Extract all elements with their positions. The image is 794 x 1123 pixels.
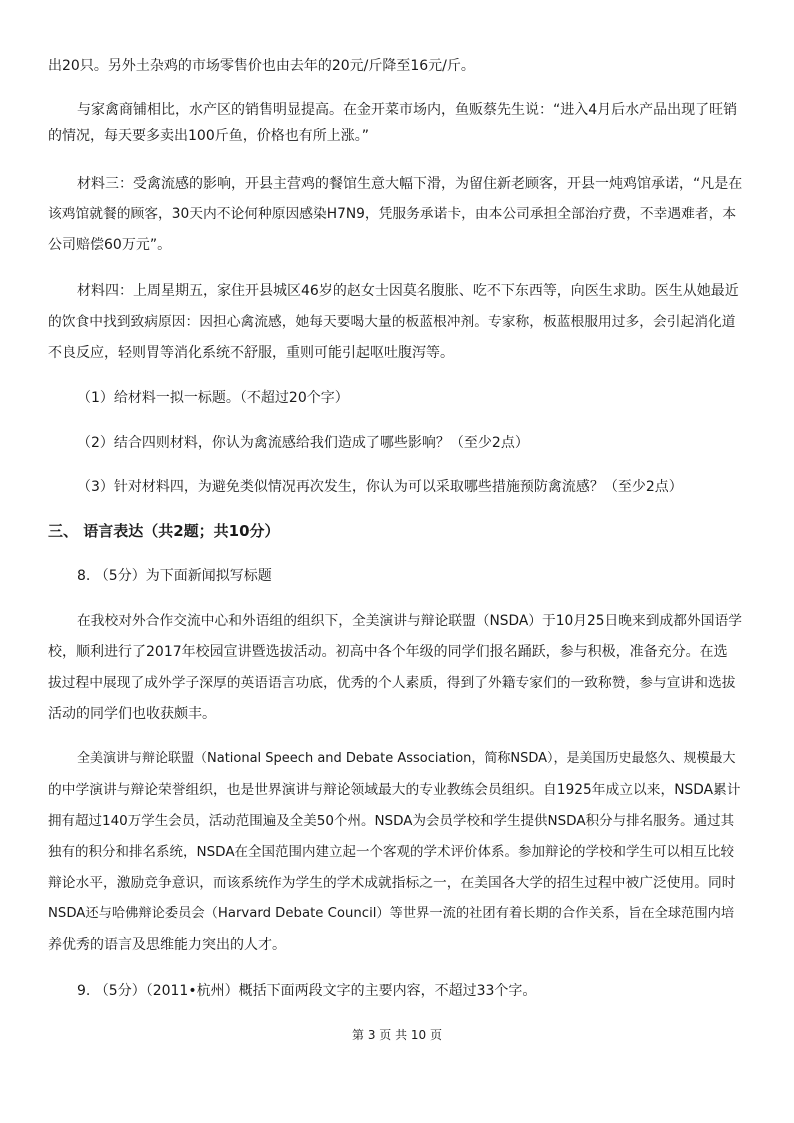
question-item: 8. （5分）为下面新闻拟写标题 [77, 568, 272, 584]
paragraph-line: 活动的同学们也收获颇丰。 [48, 706, 216, 722]
paragraph-line: 与家禽商铺相比，水产区的销售明显提高。在金开菜市场内，鱼贩蔡先生说：“进入4月后水产品出现了旺销 [77, 102, 738, 118]
paragraph-line: 的饮食中找到致病原因：因担心禽流感，她每天要喝大量的板蓝根冲剂。专家称，板蓝根服用过多，会引起消化道 [48, 314, 736, 330]
paragraph-line: 养优秀的语言及思维能力突出的人才。 [48, 937, 286, 953]
paragraph-line: 不良反应，轻则胃等消化系统不舒服，重则可能引起呕吐腹泻等。 [48, 345, 454, 361]
page-footer: 第 3 页 共 10 页 [352, 1028, 442, 1042]
paragraph-line: 独有的积分和排名系统，NSDA在全国范围内建立起一个客观的学术评价体系。参加辩论的学校和学生可以相互比较 [48, 844, 735, 860]
paragraph-line: 公司赔偿60万元”。 [48, 237, 172, 253]
paragraph-line: 拔过程中展现了成外学子深厚的英语语言功底，优秀的个人素质，得到了外籍专家们的一致称赞，参与宣讲和选拔 [48, 675, 736, 691]
paragraph-line: 辩论水平，激励竞争意识，而该系统作为学生的学术成就指标之一，在美国各大学的招生过程中被广泛使用。同时 [48, 875, 736, 891]
question-item: （3）针对材料四，为避免类似情况再次发生，你认为可以采取哪些措施预防禽流感？（至少2点） [77, 479, 683, 495]
paragraph-line: 校，顺利进行了2017年校园宣讲暨选拔活动。初高中各个年级的同学们报名踊跃，参与积极，准备充分。在选 [48, 644, 728, 660]
paragraph-line: 材料四：上周星期五，家住开县城区46岁的赵女士因莫名腹胀、吃不下东西等，向医生求助。医生从她最近 [77, 283, 739, 299]
paragraph-line: 的中学演讲与辩论荣誉组织，也是世界演讲与辩论领域最大的专业教练会员组织。自1925年成立以来，NSDA累计 [48, 782, 741, 798]
paragraph-line: 全美演讲与辩论联盟（National Speech and Debate Association，简称NSDA），是美国历史最悠久、规模最大 [77, 751, 736, 766]
paragraph-line: NSDA还与哈佛辩论委员会（Harvard Debate Council）等世界一流的社团有着长期的合作关系，旨在全球范围内培 [48, 906, 735, 921]
question-item: （1）给材料一拟一标题。（不超过20个字） [77, 390, 349, 406]
paragraph-line: 该鸡馆就餐的顾客，30天内不论何种原因感染H7N9，凭服务承诺卡，由本公司承担全部治疗费，不幸遇难者，本 [48, 206, 737, 222]
section-heading: 三、 语言表达（共2题；共10分） [48, 522, 280, 540]
question-item: （2）结合四则材料，你认为禽流感给我们造成了哪些影响？（至少2点） [77, 435, 529, 451]
paragraph-line: 出20只。另外土杂鸡的市场零售价也由去年的20元/斤降至16元/斤。 [48, 58, 475, 74]
paragraph-line: 的情况，每天要多卖出100斤鱼，价格也有所上涨。” [48, 128, 369, 144]
paragraph-line: 拥有超过140万学生会员，活动范围遍及全美50个州。NSDA为会员学校和学生提供NSDA积分与排名服务。通过其 [48, 813, 735, 829]
question-item: 9. （5分）（2011•杭州）概括下面两段文字的主要内容，不超过33个字。 [77, 983, 537, 999]
paragraph-line: 在我校对外合作交流中心和外语组的组织下，全美演讲与辩论联盟（NSDA）于10月25日晚来到成都外国语学 [77, 613, 743, 629]
paragraph-line: 材料三：受禽流感的影响，开县主营鸡的餐馆生意大幅下滑，为留住新老顾客，开县一炖鸡馆承诺，“凡是在 [77, 176, 743, 192]
